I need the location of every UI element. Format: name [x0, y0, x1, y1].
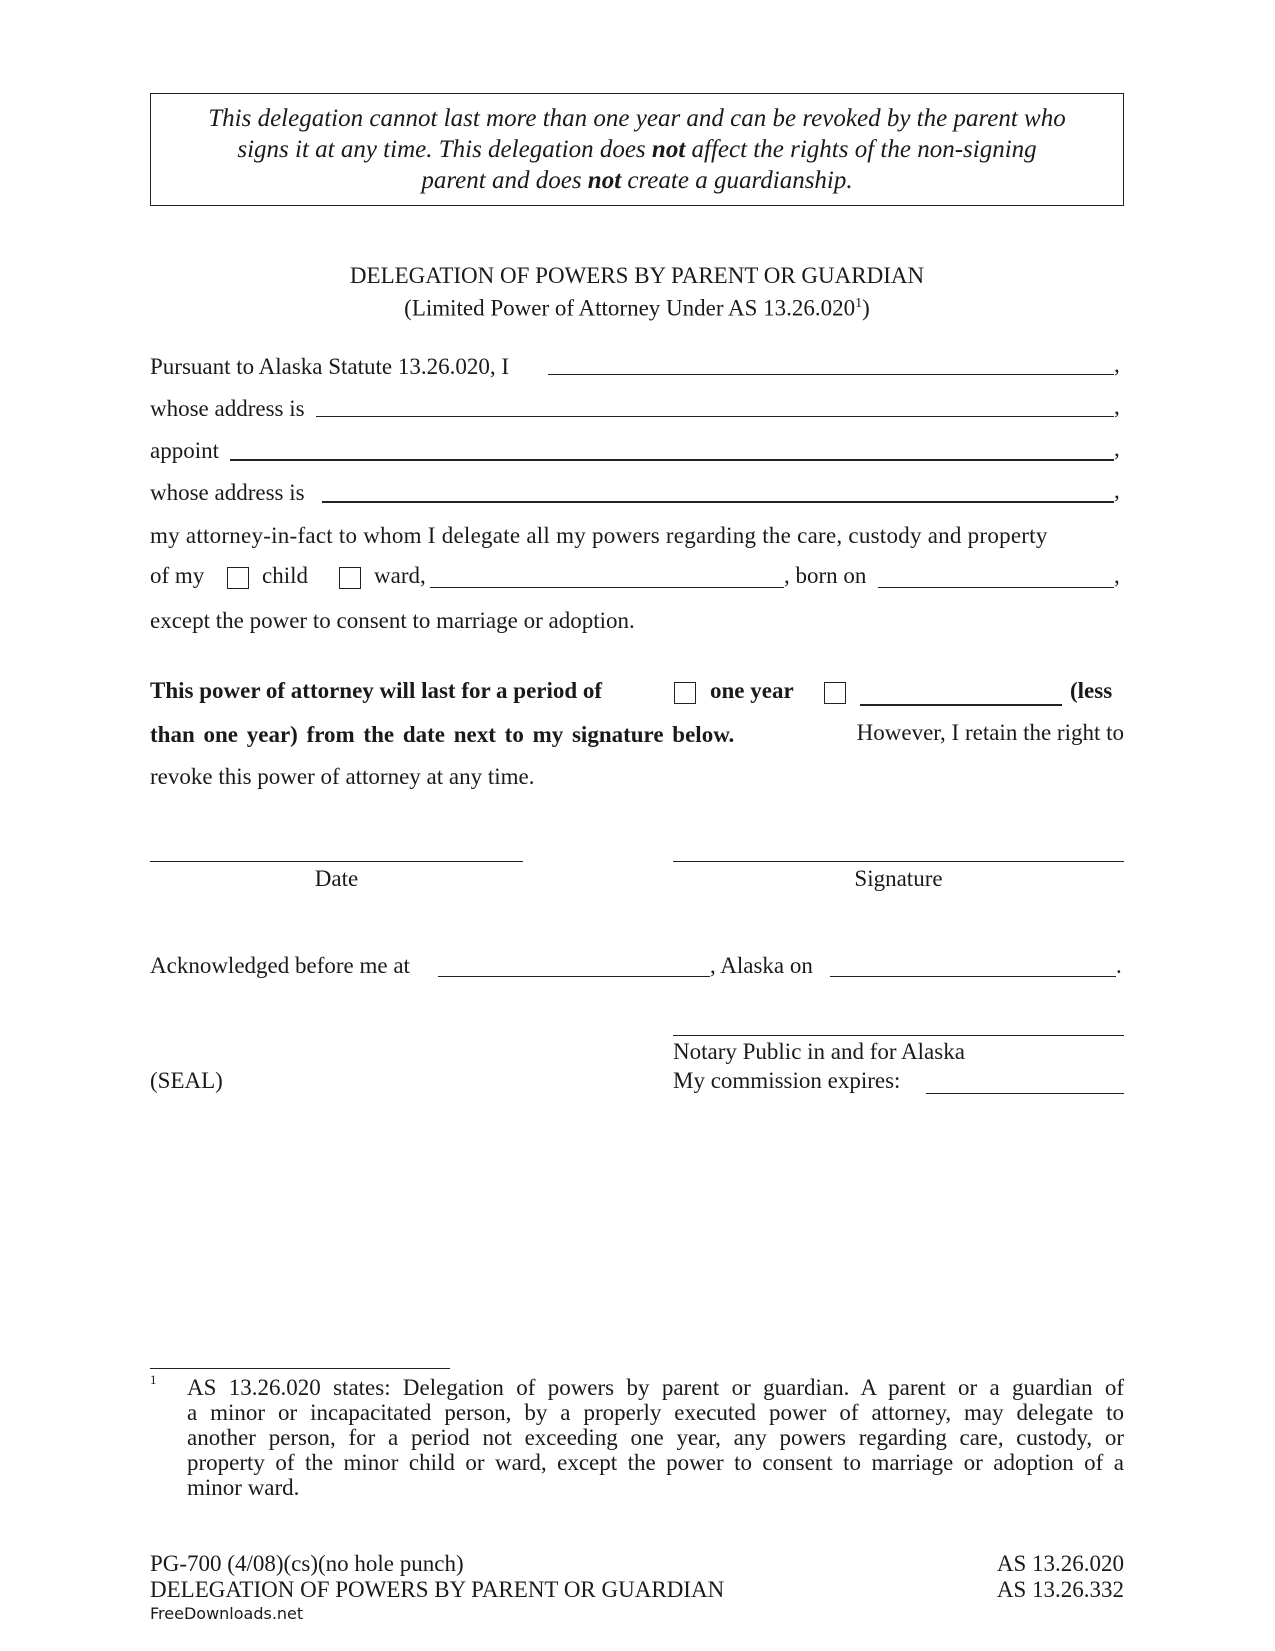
appoint-label: appoint	[150, 438, 219, 463]
footnote-marker: 1	[150, 1372, 157, 1387]
of-my-label: of my	[150, 563, 205, 588]
ack-location-field[interactable]	[438, 976, 710, 977]
attorney-address-label: whose address is	[150, 480, 305, 505]
footnote-line: a minor or incapacitated person, by a properly executed power of attorney, may delegate to	[187, 1400, 1124, 1425]
footnote-line: AS 13.26.020 states: Delegation of powers by parent or guardian. A parent or a guardian of	[187, 1375, 1124, 1400]
notice-emphasis: not	[651, 136, 686, 163]
footnote-rule	[150, 1368, 450, 1369]
attorney-address-field[interactable]	[322, 501, 1114, 503]
retain-right-text: However, I retain the right to	[856, 720, 1124, 745]
seal-label: (SEAL)	[150, 1068, 223, 1093]
document-subtitle	[150, 290, 1124, 323]
grantor-label: Pursuant to Alaska Statute 13.26.020, I	[150, 354, 510, 379]
commission-label: My commission expires:	[673, 1068, 901, 1093]
attorney-name-field[interactable]	[230, 459, 1114, 461]
grantor-address-field[interactable]	[316, 416, 1114, 417]
notice-text: signs it at any time. This delegation does	[237, 136, 652, 163]
birth-date-field[interactable]	[878, 587, 1114, 588]
comma: ,	[1114, 478, 1120, 503]
custom-period-checkbox[interactable]	[824, 682, 846, 704]
commission-expires-field[interactable]	[926, 1093, 1124, 1094]
alaska-on-label: , Alaska on	[710, 953, 813, 978]
period-bold-text: than one year) from the date next to my signature below.	[150, 722, 735, 747]
notary-signature-field[interactable]	[673, 1035, 1124, 1036]
minor-name-field[interactable]	[430, 587, 784, 588]
one-year-checkbox[interactable]	[674, 682, 696, 704]
watermark: FreeDownloads.net	[150, 1604, 304, 1623]
born-on-label: , born on	[784, 563, 867, 588]
less-label: (less	[1070, 678, 1113, 703]
ack-date-field[interactable]	[830, 976, 1116, 977]
comma: ,	[1114, 394, 1120, 419]
ack-label: Acknowledged before me at	[150, 953, 410, 978]
footnote-text	[187, 1375, 1124, 1500]
child-checkbox[interactable]	[227, 567, 249, 589]
notary-label: Notary Public in and for Alaska	[673, 1039, 965, 1064]
ward-label: ward,	[374, 563, 426, 588]
delegation-text: my attorney-in-fact to whom I delegate all my powers regarding the care, custody and property	[150, 523, 1048, 548]
revoke-text: revoke this power of attorney at any time.	[150, 764, 535, 789]
comma: ,	[1114, 563, 1120, 588]
document-title: DELEGATION OF POWERS BY PARENT OR GUARDIAN	[349, 263, 925, 288]
footnote-line: minor ward.	[187, 1475, 300, 1500]
grantor-name-field[interactable]	[548, 374, 1114, 375]
one-year-label: one year	[710, 678, 794, 703]
form-title-footer: DELEGATION OF POWERS BY PARENT OR GUARDIAN	[150, 1577, 725, 1602]
period-mark: .	[1116, 953, 1122, 978]
period-lead-text: This power of attorney will last for a period of	[150, 678, 603, 703]
notice-line-3	[151, 165, 1123, 196]
appoint-line	[150, 436, 1124, 466]
grantor-address-label: whose address is	[150, 396, 305, 421]
subtitle-text: (Limited Power of Attorney Under AS 13.26.020	[404, 295, 856, 321]
notice-text: create a guardianship.	[621, 167, 853, 194]
date-label: Date	[314, 866, 359, 891]
child-label: child	[262, 563, 308, 588]
statute-ref-1: AS 13.26.020	[996, 1551, 1124, 1576]
notice-emphasis: not	[587, 167, 622, 194]
footnote-line: another person, for a period not exceeding one year, any powers regarding care, custody, or	[187, 1425, 1124, 1450]
signature-label: Signature	[854, 866, 943, 891]
form-id: PG-700 (4/08)(cs)(no hole punch)	[150, 1551, 464, 1576]
comma: ,	[1114, 352, 1120, 377]
notice-line-1: This delegation cannot last more than one year and can be revoked by the parent who	[208, 105, 1066, 132]
statute-ref-2: AS 13.26.332	[996, 1577, 1124, 1602]
ward-checkbox[interactable]	[339, 567, 361, 589]
footnote-ref: 1	[855, 296, 863, 311]
grantor-name-line	[150, 352, 1124, 382]
subtitle-text: )	[862, 295, 870, 321]
footnote-line: property of the minor child or ward, except the power to consent to marriage or adoption of a	[187, 1450, 1124, 1475]
date-field[interactable]	[150, 861, 523, 862]
notice-box	[150, 93, 1124, 206]
exception-text: except the power to consent to marriage or adoption.	[150, 608, 635, 633]
attorney-address-line	[150, 478, 1124, 508]
custom-period-field[interactable]	[860, 704, 1062, 706]
grantor-address-line	[150, 394, 1124, 424]
notice-line-2	[151, 134, 1123, 165]
notice-text: parent and does	[421, 167, 588, 194]
comma: ,	[1114, 436, 1120, 461]
notice-text: affect the rights of the non-signing	[685, 136, 1037, 163]
signature-field[interactable]	[673, 861, 1124, 862]
